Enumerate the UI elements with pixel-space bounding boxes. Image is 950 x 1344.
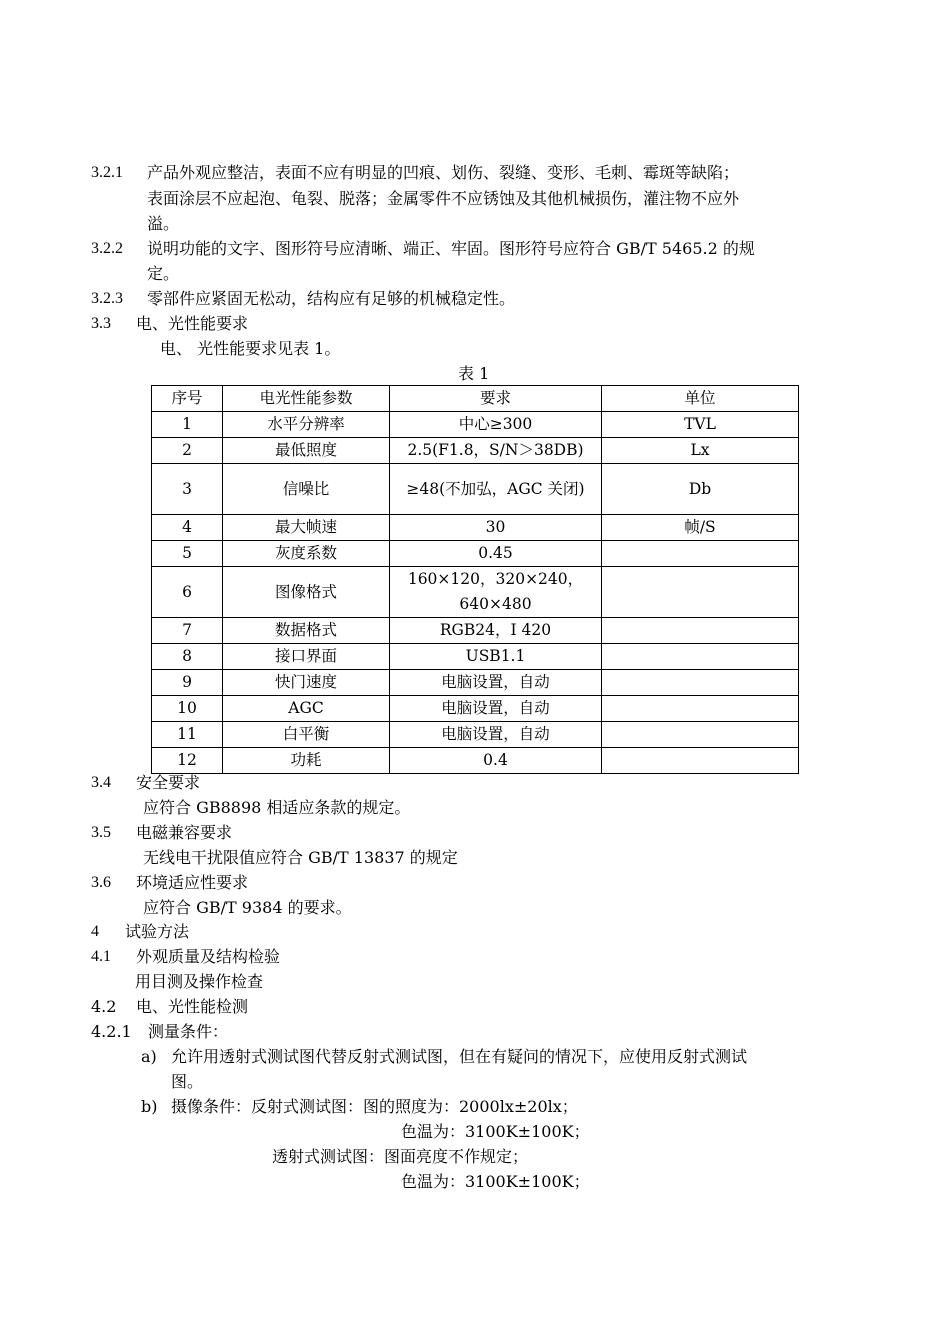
clause-3-2-1-line-3: 溢。	[147, 214, 180, 233]
section-4-1-body: 用目测及操作检查	[135, 972, 264, 991]
section-title-4-1: 外观质量及结构检验	[136, 947, 281, 966]
clause-3-2-1-line-1: 产品外观应整洁，表面不应有明显的凹痕、划伤、裂缝、变形、毛刺、霉斑等缺陷；	[147, 163, 740, 182]
item-b-transmissive: 透射式测试图：图面亮度不作规定；	[272, 1147, 529, 1166]
header-cell: 电光性能参数	[223, 386, 390, 412]
section-3-6-body: 应符合 GB/T 9384 的要求。	[143, 898, 352, 917]
section-3-3-body: 电、 光性能要求见表 1。	[160, 339, 341, 358]
row-unit	[602, 644, 799, 670]
table-header-row	[152, 386, 799, 412]
item-a-line-1: 允许用透射式测试图代替反射式测试图，但在有疑问的情况下，应使用反射式测试	[171, 1047, 748, 1066]
section-number-4-1: 4.1	[91, 948, 111, 965]
table-row	[152, 670, 799, 696]
row-unit	[602, 670, 799, 696]
row-requirement: 160×120，320×240，640×480	[390, 567, 602, 618]
table-caption: 表 1	[458, 364, 490, 383]
item-a-line-2: 图。	[171, 1072, 204, 1091]
row-number: 7	[152, 618, 223, 644]
row-number: 6	[152, 567, 223, 618]
table-row	[152, 412, 799, 438]
clause-number-3-2-3: 3.2.3	[91, 290, 123, 307]
row-unit	[602, 748, 799, 774]
section-title-3-4: 安全要求	[136, 773, 201, 792]
clause-3-2-1-line-2: 表面涂层不应起泡、龟裂、脱落；金属零件不应锈蚀及其他机械损伤，灌注物不应外	[147, 189, 740, 208]
row-param: 白平衡	[223, 722, 390, 748]
row-number: 9	[152, 670, 223, 696]
row-requirement: 30	[390, 515, 602, 541]
table-row	[152, 722, 799, 748]
item-b-color-temp-2: 色温为：3100K±100K；	[401, 1172, 590, 1191]
clause-number-4-2-1: 4.2.1	[91, 1022, 132, 1041]
clause-3-2-3-text: 零部件应紧固无松动，结构应有足够的机械稳定性。	[147, 289, 516, 308]
clause-number-3-2-1: 3.2.1	[91, 164, 123, 181]
header-cell: 单位	[602, 386, 799, 412]
row-unit: Lx	[602, 438, 799, 464]
chapter-title-4: 试验方法	[125, 922, 190, 941]
item-a-label: a)	[141, 1047, 157, 1066]
row-param: 最低照度	[223, 438, 390, 464]
section-number-3-5: 3.5	[91, 824, 111, 841]
item-b-color-temp-1: 色温为：3100K±100K；	[401, 1122, 590, 1141]
row-requirement: 电脑设置，自动	[390, 696, 602, 722]
row-requirement: 2.5(F1.8，S/N＞38DB)	[390, 438, 602, 464]
row-requirement: RGB24，I 420	[390, 618, 602, 644]
clause-number-3-2-2: 3.2.2	[91, 240, 123, 257]
section-3-4-body: 应符合 GB8898 相适应条款的规定。	[143, 798, 411, 817]
row-param: 最大帧速	[223, 515, 390, 541]
row-param: 数据格式	[223, 618, 390, 644]
row-number: 1	[152, 412, 223, 438]
table-row	[152, 464, 799, 515]
section-title-3-3: 电、光性能要求	[136, 314, 249, 333]
table-row	[152, 515, 799, 541]
row-unit	[602, 722, 799, 748]
table-row	[152, 696, 799, 722]
section-number-3-6: 3.6	[91, 874, 111, 891]
section-title-3-5: 电磁兼容要求	[136, 823, 233, 842]
section-3-5-body: 无线电干扰限值应符合 GB/T 13837 的规定	[143, 848, 458, 867]
table-row	[152, 748, 799, 774]
row-requirement: ≥48(不加弘，AGC 关闭)	[390, 464, 602, 515]
row-requirement: USB1.1	[390, 644, 602, 670]
row-requirement: 电脑设置，自动	[390, 722, 602, 748]
row-param: 快门速度	[223, 670, 390, 696]
row-requirement: 0.4	[390, 748, 602, 774]
row-number: 4	[152, 515, 223, 541]
row-param: 灰度系数	[223, 541, 390, 567]
row-unit	[602, 567, 799, 618]
table-row	[152, 618, 799, 644]
performance-table	[151, 385, 799, 774]
row-unit	[602, 696, 799, 722]
row-requirement: 0.45	[390, 541, 602, 567]
row-number: 2	[152, 438, 223, 464]
row-param: 信噪比	[223, 464, 390, 515]
table-row	[152, 567, 799, 618]
clause-3-2-2-line-2: 定。	[147, 264, 180, 283]
row-requirement: 中心≥300	[390, 412, 602, 438]
table-row	[152, 438, 799, 464]
table-row	[152, 541, 799, 567]
section-title-4-2: 电、光性能检测	[136, 997, 249, 1016]
clause-3-2-2-line-1: 说明功能的文字、图形符号应清晰、端正、牢固。图形符号应符合 GB/T 5465.2 的规	[147, 239, 755, 258]
row-param: 接口界面	[223, 644, 390, 670]
row-param: AGC	[223, 696, 390, 722]
item-b-line-1: 摄像条件：反射式测试图：图的照度为：2000lx±20lx；	[171, 1097, 578, 1116]
row-number: 10	[152, 696, 223, 722]
header-cell: 要求	[390, 386, 602, 412]
row-number: 5	[152, 541, 223, 567]
row-number: 11	[152, 722, 223, 748]
row-param: 功耗	[223, 748, 390, 774]
row-number: 12	[152, 748, 223, 774]
row-unit: TVL	[602, 412, 799, 438]
header-cell: 序号	[152, 386, 223, 412]
row-unit	[602, 618, 799, 644]
row-requirement: 电脑设置，自动	[390, 670, 602, 696]
section-number-3-4: 3.4	[91, 774, 111, 791]
row-param: 图像格式	[223, 567, 390, 618]
item-b-label: b)	[141, 1097, 158, 1116]
row-unit: 帧/S	[602, 515, 799, 541]
row-unit	[602, 541, 799, 567]
table-row	[152, 644, 799, 670]
section-number-3-3: 3.3	[91, 315, 111, 332]
section-title-3-6: 环境适应性要求	[136, 873, 249, 892]
chapter-number-4: 4	[91, 923, 99, 940]
row-unit: Db	[602, 464, 799, 515]
row-number: 8	[152, 644, 223, 670]
clause-title-4-2-1: 测量条件：	[148, 1022, 229, 1041]
row-number: 3	[152, 464, 223, 515]
row-param: 水平分辨率	[223, 412, 390, 438]
section-number-4-2: 4.2	[91, 997, 117, 1016]
